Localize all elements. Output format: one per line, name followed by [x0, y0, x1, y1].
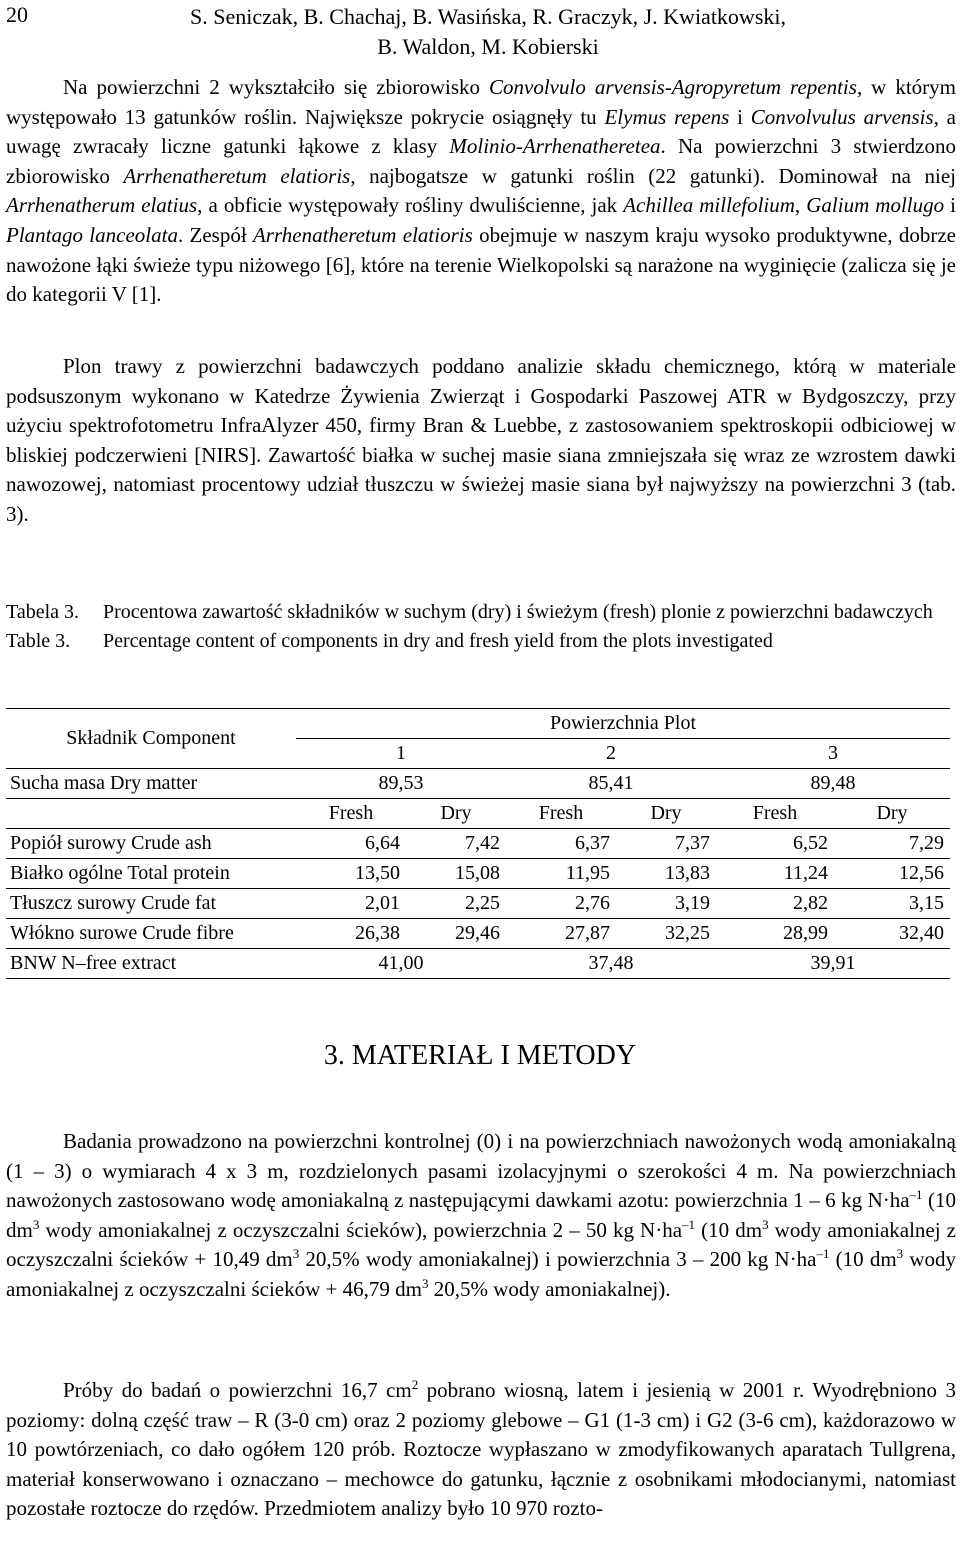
- sub-header-row: [6, 799, 950, 829]
- cell: 7,29: [909, 832, 944, 854]
- caption-label-pl: Tabela 3.: [6, 601, 80, 623]
- cell: 6,52: [793, 832, 828, 854]
- table-header-row: [6, 709, 950, 739]
- plot-3: 3: [828, 742, 838, 764]
- table-row: [6, 919, 950, 949]
- cell: 39,91: [810, 952, 856, 974]
- cell: 7,37: [675, 832, 710, 854]
- cell: 27,87: [565, 922, 610, 944]
- cell: 3,15: [909, 892, 944, 914]
- caption-text-en: Percentage content of components in dry and fresh yield from the plots investigated: [103, 630, 773, 652]
- paragraph-2: Plon trawy z powierzchni badawczych poddano analizie składu chemicznego, którą w materiale podsuszonym wykonano w Katedrze Żywienia Zwierząt i Gospodarki Paszowej ATR w Bydgoszczy, przy użyciu spektrofotometru InfraAlyzer 450, firmy Bran & Luebbe, z zastosowaniem spektroskopii odbiciowej w bliskiej podczerwieni [NIRS]. Zawartość białka w suchej masie siana zmniejszała się wraz ze wzrostem dawki nawozowej, natomiast procentowy udział tłuszczu w świeżej masie siana był najwyższy na powierzchni 3 (tab. 3).: [6, 354, 956, 526]
- sub-header: Fresh: [328, 802, 374, 824]
- page-header: [6, 0, 956, 60]
- authors-line-1: S. Seniczak, B. Chachaj, B. Wasińska, R. Graczyk, J. Kwiatkowski,: [189, 4, 786, 29]
- row-label: Sucha masa Dry matter: [10, 772, 198, 794]
- table-row: [6, 859, 950, 889]
- cell: 37,48: [588, 952, 634, 974]
- cell: 89,53: [378, 772, 424, 794]
- row-label: Włókno surowe Crude fibre: [10, 922, 234, 944]
- row-label: Białko ogólne Total protein: [10, 862, 230, 884]
- page-number: 20: [6, 2, 28, 27]
- cell: 11,24: [783, 862, 828, 884]
- row-label: Popiół surowy Crude ash: [10, 832, 212, 854]
- row-label: BNW N–free extract: [10, 952, 177, 974]
- cell: 6,37: [575, 832, 610, 854]
- sub-header: Fresh: [752, 802, 798, 824]
- table-row: [6, 829, 950, 859]
- cell: 13,83: [665, 862, 710, 884]
- cell: 3,19: [675, 892, 710, 914]
- cell: 7,42: [465, 832, 500, 854]
- cell: 28,99: [783, 922, 828, 944]
- cell: 29,46: [455, 922, 500, 944]
- paragraph-3: Badania prowadzono na powierzchni kontrolnej (0) i na powierzchniach nawożonych wodą amoniakalną (1 – 3) o wymiarach 4 x 3 m, rozdzielonych pasami izolacyjnymi o szerokości 4 m. Na powierzchniach nawożonych zastosowano wodę amoniakalną z następującymi dawkami azotu: powierzchnia 1 – 6 kg $N\cdot ha^{-1}$ (10 $dm^3$ wody amoniakalnej z oczyszczalni ścieków), powierzchnia 2 – 50 kg $N\cdot ha^{-1}$ (10 $dm^3$ wody amoniakalnej z oczyszczalni ścieków + 10,49 $dm^3$ 20,5% wody amoniakalnej) i powierzchnia 3 – 200 kg $N\cdot ha^{-1}$ (10 $dm^3$ wody amoniakalnej z oczyszczalni ścieków + 46,79 $dm^3$ 20,5% wody amoniakalnej).: [6, 1129, 957, 1301]
- sub-header: Fresh: [538, 802, 584, 824]
- plot-1: 1: [396, 742, 406, 764]
- cell: 2,25: [465, 892, 500, 914]
- table-row: [6, 949, 950, 979]
- authors-line-2: B. Waldon, M. Kobierski: [377, 34, 599, 59]
- cell: 15,08: [455, 862, 500, 884]
- caption-label-en: Table 3.: [6, 630, 71, 652]
- cell: 6,64: [365, 832, 400, 854]
- header-component: Składnik Component: [66, 727, 236, 749]
- plot-2: 2: [606, 742, 616, 764]
- cell: 2,01: [365, 892, 400, 914]
- paragraph-1: Na powierzchni 2 wykształciło się zbiorowisko Convolvulo arvensis-Agropyretum repentis, w którym występowało 13 gatunków roślin. Największe pokrycie osiągnęły tu Elymus repens i Convolvulus arvensis, a uwagę zwracały liczne gatunki łąkowe z klasy Molinio-Arrhenatheretea. Na powierzchni 3 stwierdzono zbiorowisko Arrhenatheretum elatioris, najbogatsze w gatunki roślin (22 gatunki). Dominował na niej Arrhenatherum elatius, a obficie występowały rośliny dwuliścienne, jak Achillea millefolium, Galium mollugo i Plantago lanceolata. Zespół Arrhenatheretum elatioris obejmuje w naszym kraju wysoko produktywne, dobrze nawożone łąki świeże typu niżowego [6], które na terenie Wielkopolski są narażone na wyginięcie (zalicza się je do kategorii V [1].: [6, 75, 957, 307]
- sub-header: Dry: [440, 802, 472, 824]
- cell: 13,50: [355, 862, 400, 884]
- section-title: 3. MATERIAŁ I METODY: [323, 1040, 637, 1071]
- data-table: [6, 708, 950, 979]
- cell: 26,38: [355, 922, 400, 944]
- cell: 12,56: [899, 862, 944, 884]
- cell: 32,25: [665, 922, 710, 944]
- cell: 2,82: [793, 892, 828, 914]
- sub-header: Dry: [650, 802, 682, 824]
- dry-matter-row: [6, 769, 950, 799]
- cell: 11,95: [565, 862, 610, 884]
- authors: [118, 2, 858, 62]
- caption-text-pl: Procentowa zawartość składników w suchym (dry) i świeżym (fresh) plonie z powierzchni badawczych: [103, 601, 933, 623]
- cell: 41,00: [378, 952, 424, 974]
- table-row: [6, 889, 950, 919]
- header-plot: Powierzchnia Plot: [296, 709, 950, 739]
- cell: 2,76: [575, 892, 610, 914]
- row-label: Tłuszcz surowy Crude fat: [10, 892, 217, 914]
- cell: 85,41: [588, 772, 634, 794]
- paragraph-4: Próby do badań o powierzchni 16,7 $cm^2$ pobrano wiosną, latem i jesienią w 2001 r. Wyodrębniono 3 poziomy: dolną część traw – R (3-0 cm) oraz 2 poziomy glebowe – G1 (1-3 cm) i G2 (3-6 cm), każdorazowo w 10 powtórzeniach, co dało ogółem 120 prób. Roztocze wypłaszano w zmodyfikowanych aparatach Tullgrena, materiał konserwowano i oznaczano – mechowce do gatunku, łącznie z osobnikami młodocianymi, natomiast pozostałe roztocze do rzędów. Przedmiotem analizy było 10 970 rozto-: [6, 1377, 956, 1521]
- cell: 89,48: [810, 772, 856, 794]
- table-caption: [6, 598, 956, 656]
- cell: 32,40: [899, 922, 944, 944]
- sub-header: Dry: [876, 802, 908, 824]
